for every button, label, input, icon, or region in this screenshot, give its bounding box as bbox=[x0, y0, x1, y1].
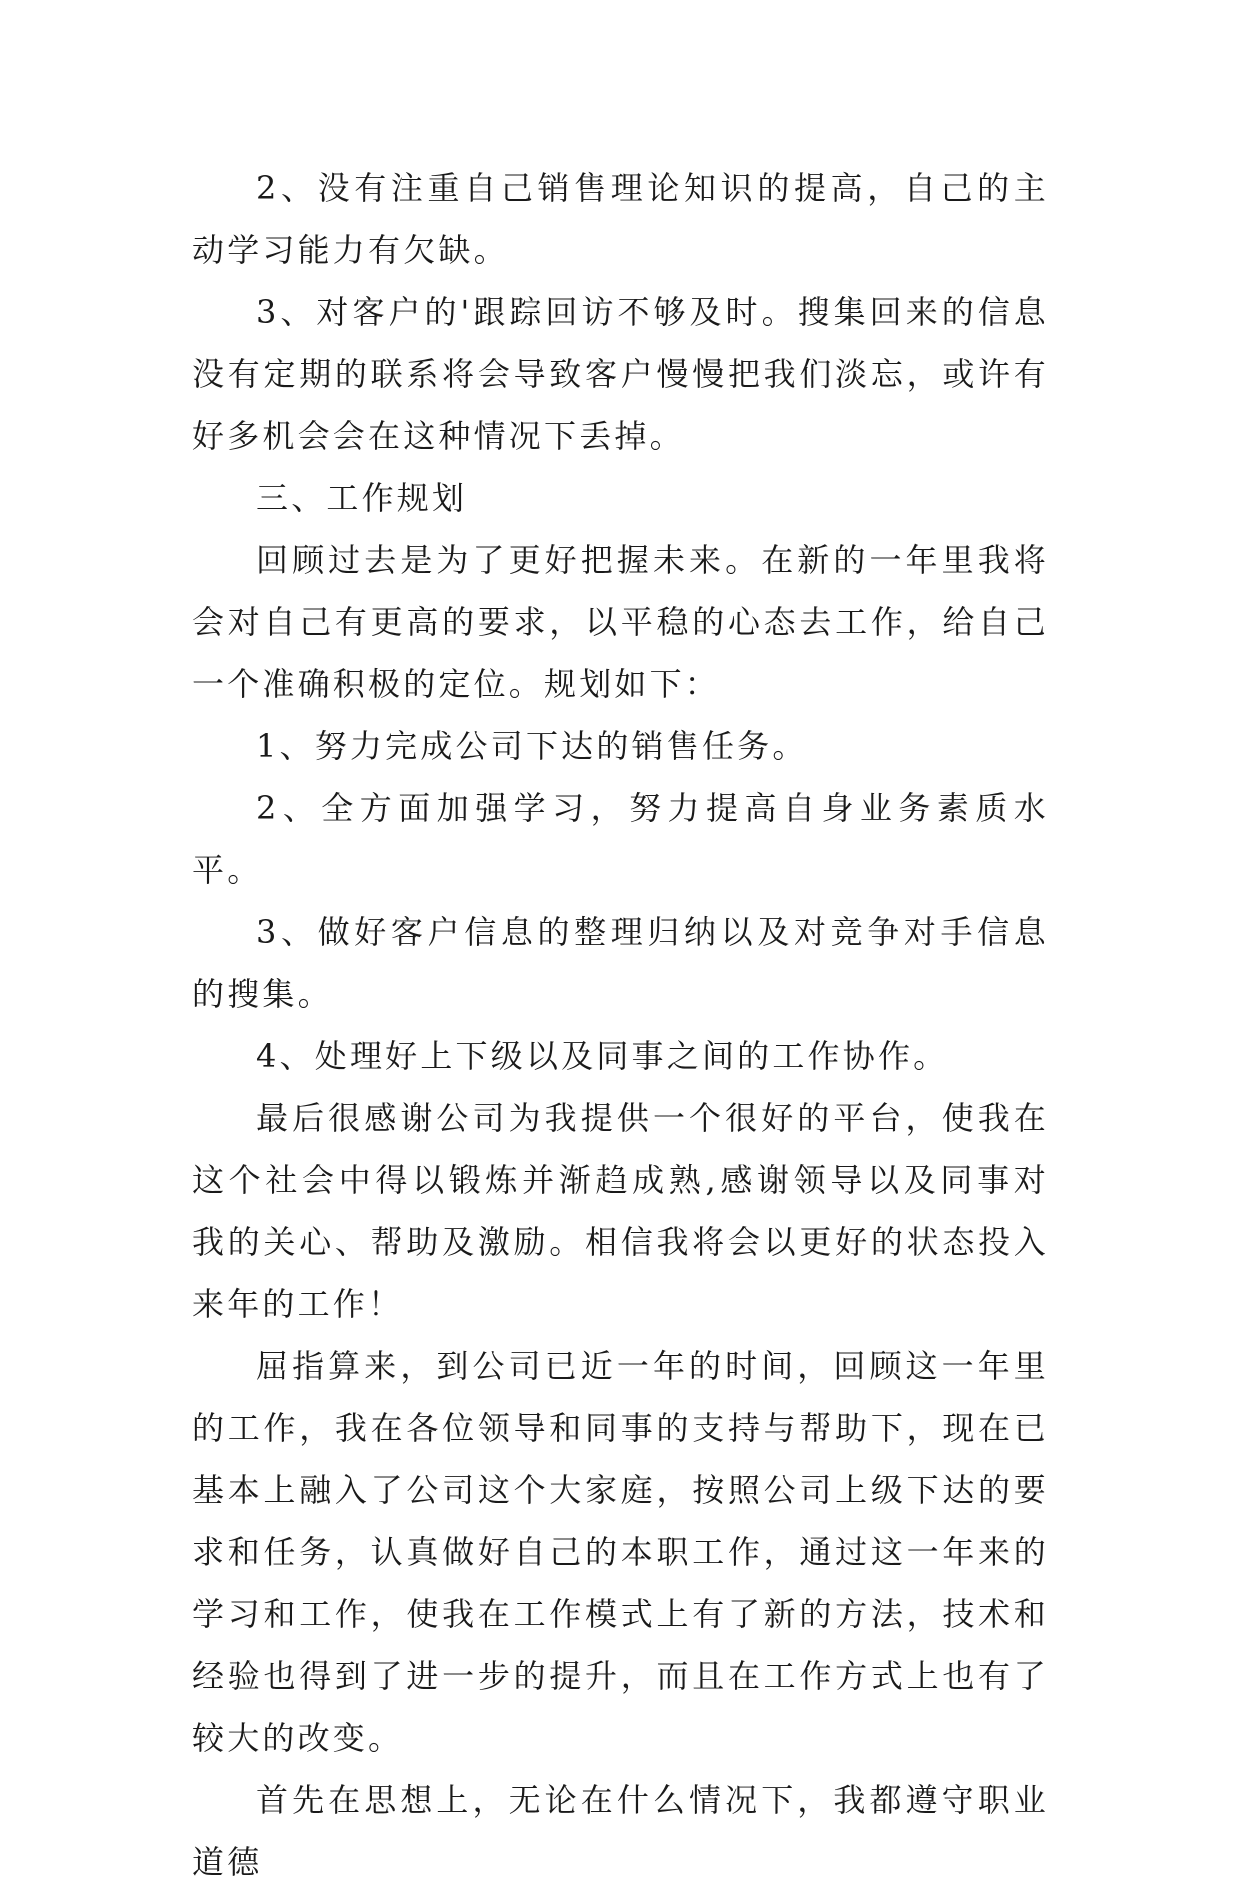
paragraph: 2、没有注重自己销售理论知识的提高，自己的主动学习能力有欠缺。 bbox=[192, 169, 1049, 269]
list-item: 3、做好客户信息的整理归纳以及对竞争对手信息的搜集。 bbox=[192, 913, 1049, 1013]
paragraph: 屈指算来，到公司已近一年的时间，回顾这一年里的工作，我在各位领导和同事的支持与帮助下，现在已基本上融入了公司这个大家庭，按照公司上级下达的要求和任务，认真做好自己的本职工作，通过这一年来的学习和工作，使我在工作模式上有了新的方法，技术和经验也得到了进一步的提升，而且在工作方式上也有了较大的改变。 bbox=[192, 1347, 1049, 1757]
list-item: 1、努力完成公司下达的销售任务。 bbox=[256, 727, 808, 765]
paragraph: 3、对客户的'跟踪回访不够及时。搜集回来的信息没有定期的联系将会导致客户慢慢把我们淡忘，或许有好多机会会在这种情况下丢掉。 bbox=[192, 293, 1049, 455]
paragraph: 首先在思想上，无论在什么情况下，我都遵守职业道德 bbox=[192, 1781, 1049, 1881]
paragraph: 回顾过去是为了更好把握未来。在新的一年里我将会对自己有更高的要求，以平稳的心态去工作，给自己一个准确积极的定位。规划如下： bbox=[192, 541, 1049, 703]
document-body bbox=[192, 157, 1049, 1893]
section-heading: 三、工作规划 bbox=[256, 479, 468, 517]
list-item: 4、处理好上下级以及同事之间的工作协作。 bbox=[256, 1037, 949, 1075]
paragraph: 最后很感谢公司为我提供一个很好的平台，使我在这个社会中得以锻炼并渐趋成熟,感谢领导以及同事对我的关心、帮助及激励。相信我将会以更好的状态投入来年的工作！ bbox=[192, 1099, 1049, 1323]
list-item: 2、全方面加强学习，努力提高自身业务素质水平。 bbox=[192, 789, 1049, 889]
